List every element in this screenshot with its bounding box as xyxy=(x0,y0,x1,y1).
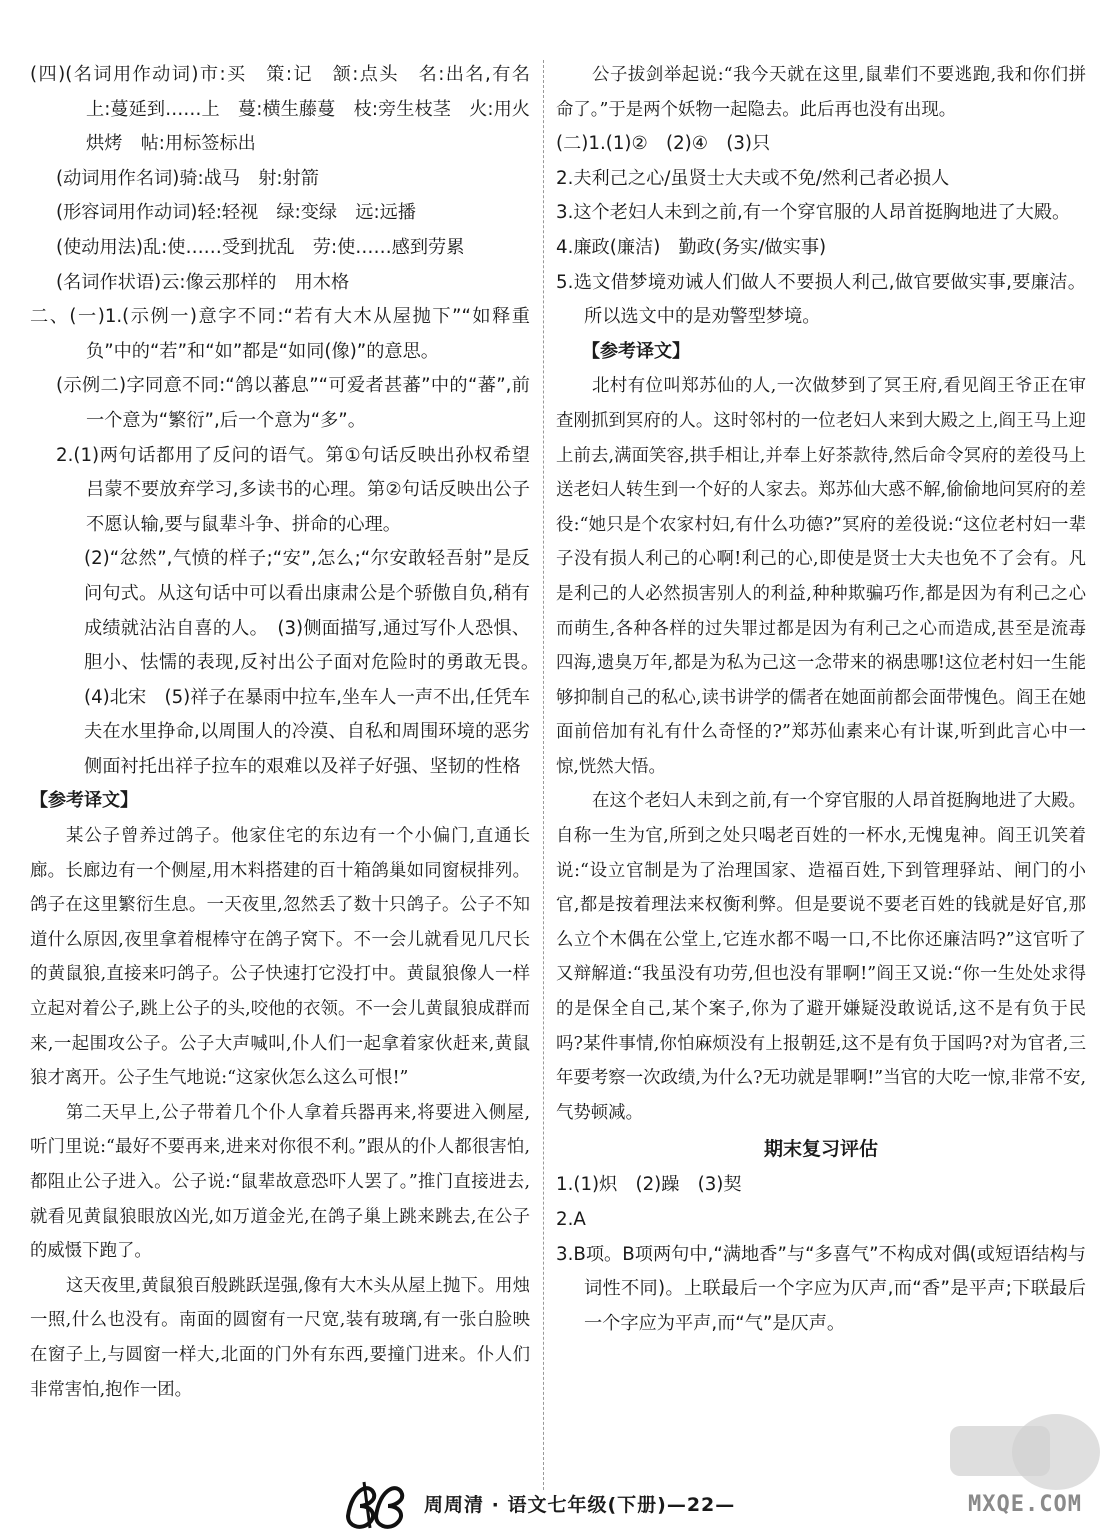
right-paragraph: 3.这个老妇人未到之前,有一个穿官服的人昂首挺胸地进了大殿。 xyxy=(556,202,1071,224)
left-paragraph: (使动用法)乱:使……受到扰乱 劳:使……感到劳累 xyxy=(56,236,465,258)
right-paragraph: 2.夫利己之心/虽贤士大夫或不免/然利己者必损人 xyxy=(556,167,950,189)
brand-logo-icon xyxy=(340,1476,410,1532)
left-paragraph: (形容词用作动词)轻:轻视 绿:变绿 远:远播 xyxy=(56,202,416,224)
right-paragraph: 2.A xyxy=(556,1209,586,1230)
left-paragraph: (示例二)字同意不同:“鸽以蕃息”“可爱者甚蕃”中的“蕃”,前一个意为“繁衍”,后一个意为“多”。 xyxy=(56,375,530,431)
watermark-text: MXQE.COM xyxy=(968,1492,1082,1517)
right-paragraph: 【参考译文】 xyxy=(582,340,690,362)
right-paragraph: 5.选文借梦境劝诫人们做人不要损人利己,做官要做实事,要廉洁。所以选文中的是劝警型梦境。 xyxy=(556,271,1086,328)
right-paragraph: (二)1.(1)② (2)④ (3)只 xyxy=(556,133,771,155)
left-column xyxy=(30,58,549,1407)
left-paragraph: 某公子曾养过鸽子。他家住宅的东边有一个小偏门,直通长廊。长廊边有一个侧屋,用木料搭建的百十箱鸽巢如同窗棂排列。鸽子在这里繁衍生息。一天夜里,忽然丢了数十只鸽子。公子不知道什么原因,夜里拿着棍棒守在鸽子窝下。不一会儿就看见几尺长的黄鼠狼,直接来叼鸽子。公子快速打它没打中。黄鼠狼像人一样立起对着公子,跳上公子的头,咬他的衣领。不一会儿黄鼠狼成群而来,一起围攻公子。公子大声喊叫,仆人们一起拿着家伙赶来,黄鼠狼才离开。公子生气地说:“这家伙怎么这么可恨!” xyxy=(30,826,530,1089)
left-paragraph: (名词作状语)云:像云那样的 用木格 xyxy=(56,271,350,293)
left-paragraph: 这天夜里,黄鼠狼百般跳跃逞强,像有大木头从屋上抛下。用烛一照,什么也没有。南面的圆窗有一尺宽,装有玻璃,有一张白脸映在窗子上,与圆窗一样大,北面的门外有东西,要撞门进来。仆人们非常害怕,抱作一团。 xyxy=(30,1275,530,1400)
right-paragraph: 1.(1)炽 (2)躁 (3)契 xyxy=(556,1174,742,1196)
right-paragraph: 期末复习评估 xyxy=(763,1138,878,1161)
watermark xyxy=(936,1400,1106,1530)
left-paragraph: 【参考译文】 xyxy=(30,790,138,812)
right-paragraph: 在这个老妇人未到之前,有一个穿官服的人昂首挺胸地进了大殿。自称一生为官,所到之处只喝老百姓的一杯水,无愧鬼神。阎王讥笑着说:“设立官制是为了治理国家、造福百姓,下到管理驿站、闸门的小官,都是按着理法来权衡利弊。但是要说不要老百姓的钱就是好官,那么立个木偶在公堂上,它连水都不喝一口,不比你还廉洁吗?”这官听了又辩解道:“我虽没有功劳,但也没有罪啊!”阎王又说:“你一生处处求得的是保全自己,某个案子,你为了避开嫌疑没敢说话,这不是有负于民吗?某件事情,你怕麻烦没有上报朝廷,这不是有负于国吗?对为官者,三年要考察一次政绩,为什么?无功就是罪啊!”当官的大吃一惊,非常不安,气势顿减。 xyxy=(556,791,1086,1123)
left-paragraph: (2)“忿然”,气愤的样子;“安”,怎么;“尔安敢轻吾射”是反问句式。从这句话中可以看出康肃公是个骄傲自负,稍有成绩就沾沾自喜的人。 (3)侧面描写,通过写仆人恐惧、胆小、怯懦的表现,反衬出公子面对危险时的勇敢无畏。 (4)北宋 (5)祥子在暴雨中拉车,坐车人一声不出,任凭车夫在水里挣命,以周围人的冷漠、自私和周围环境的恶劣侧面衬托出祥子拉车的艰难以及祥子好强、坚韧的性格 xyxy=(84,548,549,777)
page-footer xyxy=(340,1476,790,1532)
left-paragraph: 二、(一)1.(示例一)意字不同:“若有大木从屋抛下”“如释重负”中的“若”和“如”都是“如同(像)”的意思。 xyxy=(30,306,530,362)
right-paragraph: 公子拔剑举起说:“我今天就在这里,鼠辈们不要逃跑,我和你们拼命了。”于是两个妖物一起隐去。此后再也没有出现。 xyxy=(556,65,1086,120)
column-divider xyxy=(543,60,544,1490)
right-paragraph: 3.B项。B项两句中,“满地香”与“多喜气”不构成对偶(或短语结构与词性不同)。上联最后一个字应为仄声,而“香”是平声;下联最后一个字应为平声,而“气”是仄声。 xyxy=(556,1243,1086,1334)
left-paragraph: 2.(1)两句话都用了反问的语气。第①句话反映出孙权希望吕蒙不要放弃学习,多读书的心理。第②句话反映出公子不愿认输,要与鼠辈斗争、拼命的心理。 xyxy=(56,444,530,535)
left-paragraph: (四)(名词用作动词)市:买 策:记 颔:点头 名:出名,有名 上:蔓延到……上 蔓:横生藤蔓 枝:旁生枝茎 火:用火烘烤 帖:用标签标出 xyxy=(30,64,549,155)
right-paragraph: 4.廉政(廉洁) 勤政(务实/做实事) xyxy=(556,236,827,258)
right-paragraph: 北村有位叫郑苏仙的人,一次做梦到了冥王府,看见阎王爷正在审查刚抓到冥府的人。这时邻村的一位老妇人来到大殿之上,阎王马上迎上前去,满面笑容,拱手相让,并奉上好茶款待,然后命令冥府的差役马上送老妇人转生到一个好的人家去。郑苏仙大惑不解,偷偷地问冥府的差役:“她只是个农家村妇,有什么功德?”冥府的差役说:“这位老村妇一辈子没有损人利己的心啊!利己的心,即使是贤士大夫也免不了会有。凡是利己的人必然损害别人的利益,种种欺骗巧作,都是因为有利己之心而萌生,各种各样的过失罪过都是因为有利己之心而造成,甚至是流毒四海,遗臭万年,都是为私为己这一念带来的祸患哪!这位老村妇一生能够抑制自己的私心,读书讲学的儒者在她面前都会面带愧色。阎王在她面前倍加有礼有什么奇怪的?”郑苏仙素来心有计谋,听到此言心中一惊,恍然大悟。 xyxy=(556,376,1086,777)
footer-title: 周周清 · 语文七年级(下册)—22— xyxy=(424,1494,736,1516)
left-paragraph: 第二天早上,公子带着几个仆人拿着兵器再来,将要进入侧屋,听门里说:“最好不要再来,进来对你很不利。”跟从的仆人都很害怕,都阻止公子进入。公子说:“鼠辈故意恐吓人罢了。”推门直接进去,就看见黄鼠狼眼放凶光,如万道金光,在鸽子巢上跳来跳去,在公子的威慑下跑了。 xyxy=(30,1102,530,1262)
left-paragraph: (动词用作名词)骑:战马 射:射箭 xyxy=(56,167,319,189)
watermark-badge-icon xyxy=(936,1400,1106,1495)
right-column xyxy=(556,58,1086,1341)
